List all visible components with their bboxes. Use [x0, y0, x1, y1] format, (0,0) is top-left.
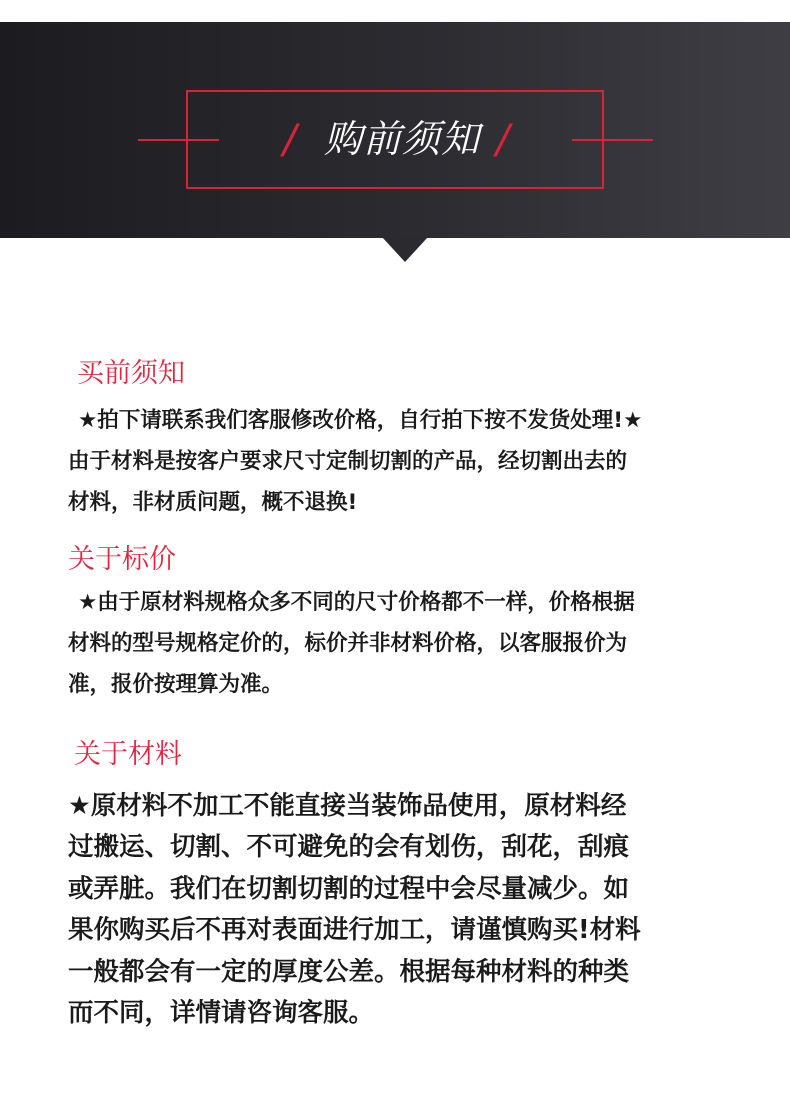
section-body-materials: [68, 786, 738, 1034]
section-body-before-purchase: [68, 400, 748, 523]
banner-pointer-notch: [382, 237, 428, 262]
body-line: 材料的型号规格定价的，标价并非材料价格，以客服报价为: [68, 631, 628, 656]
banner-title: 购前须知: [324, 117, 481, 161]
body-line: 过搬运、切割、不可避免的会有划伤，刮花，刮痕: [68, 832, 630, 863]
body-line: 或弄脏。我们在切割切割的过程中会尽量减少。如: [68, 873, 630, 904]
body-line: ★由于原材料规格众多不同的尺寸价格都不一样，价格根据: [78, 590, 635, 615]
body-line: 果你购买后不再对表面进行加工，请谨慎购买!材料: [68, 915, 641, 946]
body-line: 一般都会有一定的厚度公差。根据每种材料的种类: [68, 956, 630, 987]
body-line: 而不同，详情请咨询客服。: [68, 998, 375, 1029]
section-body-pricing: [68, 582, 748, 705]
section-heading-materials: 关于材料: [74, 739, 182, 770]
section-heading-pricing: 关于标价: [68, 544, 176, 575]
section-heading-before-purchase: 买前须知: [77, 358, 185, 389]
title-slash-right: /: [496, 117, 510, 163]
body-line: ★原材料不加工不能直接当装饰品使用，原材料经: [68, 791, 627, 821]
body-line: 由于材料是按客户要求尺寸定制切割的产品，经切割出去的: [68, 449, 628, 474]
body-line: 材料，非材质问题，概不退换!: [68, 490, 358, 515]
body-line: 准，报价按理算为准。: [68, 672, 284, 697]
body-line: ★拍下请联系我们客服修改价格，自行拍下按不发货处理!★: [78, 408, 643, 433]
title-slash-left: /: [283, 117, 297, 163]
